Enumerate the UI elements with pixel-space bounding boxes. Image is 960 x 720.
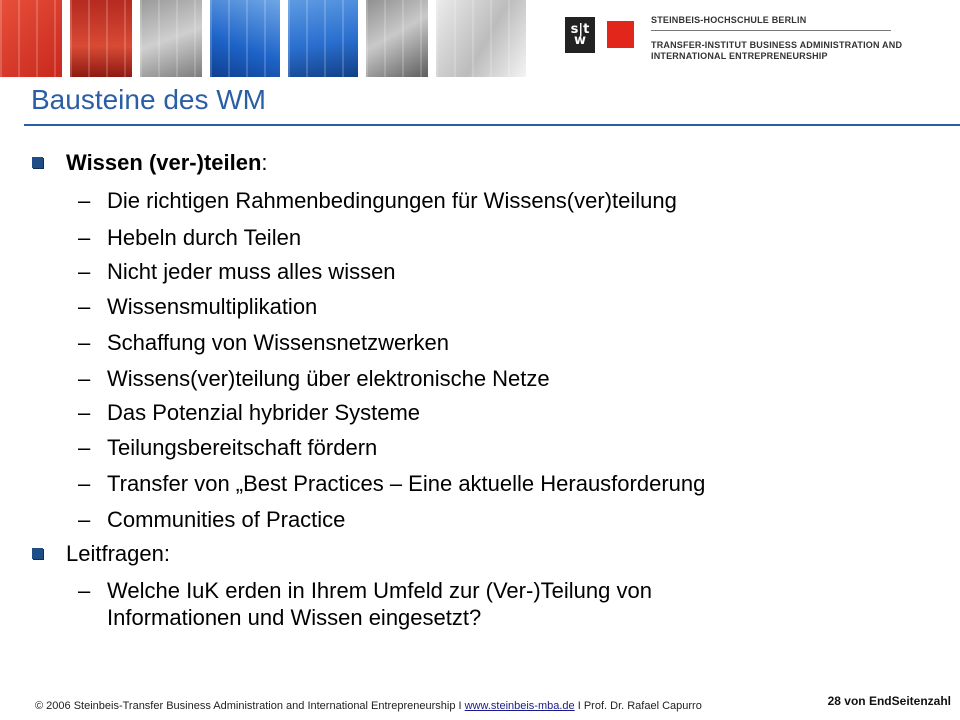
dash-marker: – — [78, 294, 91, 319]
dash-marker: – — [78, 578, 91, 603]
photo-tile — [210, 0, 280, 77]
section-heading: Leitfragen: — [66, 541, 170, 566]
copyright-prefix: © 2006 Steinbeis-Transfer Business Administration and International Entrepreneurship I — [35, 700, 465, 712]
tile-gap — [202, 0, 210, 77]
list-item-continuation: Informationen und Wissen eingesetzt? — [107, 605, 482, 630]
photo-tile — [366, 0, 428, 77]
tile-gap — [428, 0, 436, 77]
photo-tile — [0, 0, 62, 77]
institution-subtitle — [651, 40, 902, 62]
photo-tile — [70, 0, 132, 77]
section-heading-text: Wissen (ver-)teilen — [66, 150, 262, 175]
logo-text-bottom: w — [573, 33, 586, 48]
list-item: Nicht jeder muss alles wissen — [107, 259, 396, 284]
website-link[interactable]: www.steinbeis-mba.de — [464, 700, 575, 712]
header-banner — [0, 0, 960, 77]
dash-marker: – — [78, 366, 91, 391]
list-item: Schaffung von Wissensnetzwerken — [107, 330, 449, 355]
list-item: Teilungsbereitschaft fördern — [107, 435, 378, 460]
dash-marker: – — [78, 330, 91, 355]
tile-gap — [62, 0, 70, 77]
copyright-suffix: I Prof. Dr. Rafael Capurro — [574, 700, 702, 712]
list-item: Welche IuK erden in Ihrem Umfeld zur (Ver-)Teilung von — [107, 578, 652, 603]
institution-subtitle-line1: TRANSFER-INSTITUT BUSINESS ADMINISTRATION AND — [651, 40, 903, 50]
tile-gap — [132, 0, 140, 77]
stw-logo — [565, 17, 595, 53]
institution-name: STEINBEIS-HOCHSCHULE BERLIN — [651, 15, 807, 25]
list-item: Wissens(ver)teilung über elektronische Netze — [107, 366, 550, 391]
dash-marker: – — [78, 471, 91, 496]
photo-tile — [436, 0, 526, 77]
dash-marker: – — [78, 507, 91, 532]
section-heading-suffix: : — [261, 150, 268, 175]
list-item: Die richtigen Rahmenbedingungen für Wissens(ver)teilung — [107, 188, 677, 213]
slide-title: Bausteine des WM — [31, 84, 266, 115]
title-underline — [24, 124, 960, 126]
steinbeis-logo-inner — [607, 21, 634, 48]
list-item: Hebeln durch Teilen — [107, 225, 302, 250]
logo-text-top: s|t — [570, 22, 590, 37]
tile-gap — [280, 0, 288, 77]
dash-marker: – — [78, 188, 91, 213]
header-photo-strip — [0, 0, 530, 77]
bullet-square-icon — [32, 548, 43, 559]
copyright-notice — [35, 700, 702, 712]
photo-tile — [140, 0, 202, 77]
institution-divider — [651, 30, 891, 31]
dash-marker: – — [78, 435, 91, 460]
bullet-square-icon — [32, 157, 43, 168]
photo-tile — [288, 0, 358, 77]
tile-gap — [358, 0, 366, 77]
list-item: Communities of Practice — [107, 507, 346, 532]
institution-subtitle-line2: INTERNATIONAL ENTREPRENEURSHIP — [651, 51, 828, 61]
list-item: Transfer von „Best Practices – Eine aktuelle Herausforderung — [107, 471, 706, 496]
dash-marker: – — [78, 259, 91, 284]
dash-marker: – — [78, 225, 91, 250]
section-heading — [66, 150, 268, 176]
list-item: Wissensmultiplikation — [107, 294, 318, 319]
dash-marker: – — [78, 400, 91, 425]
list-item: Das Potenzial hybrider Systeme — [107, 400, 421, 425]
page-number: 28 von EndSeitenzahl — [827, 694, 951, 708]
